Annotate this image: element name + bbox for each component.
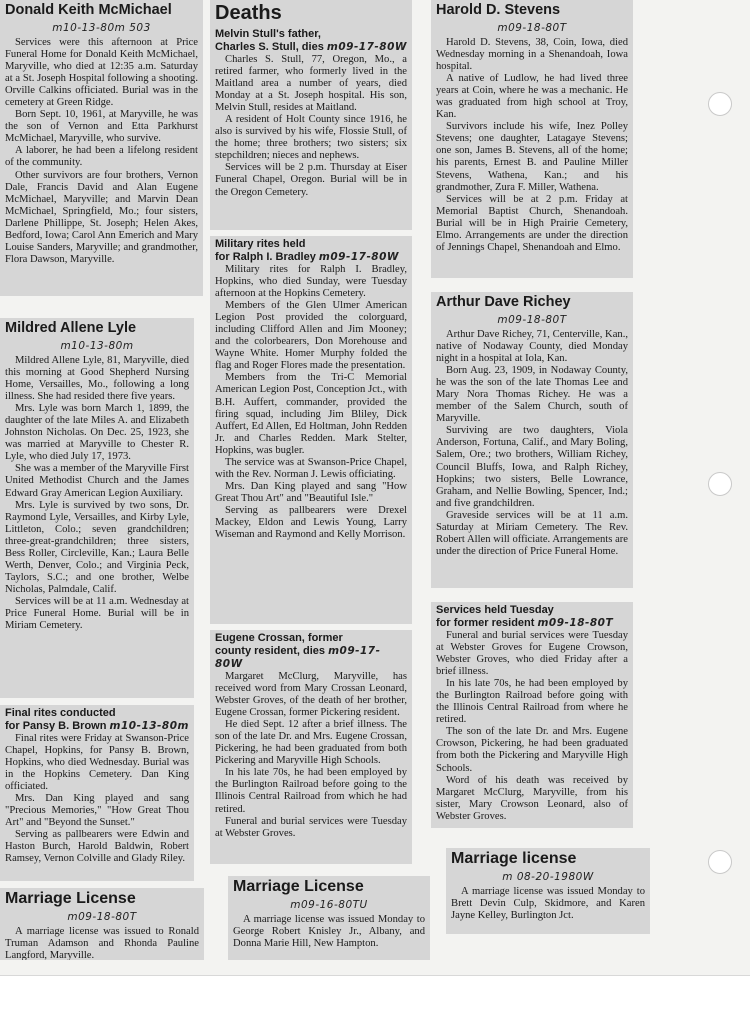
obituary-title: county resident, dies: [215, 645, 326, 657]
notice-title: Marriage License: [5, 890, 136, 907]
obituary-stull: [210, 0, 412, 230]
notice-title: Marriage License: [233, 878, 364, 895]
paragraph: Mrs. Lyle was born March 1, 1899, the daughter of the late Miles A. and Elizabeth Johnston Nicholas. On Dec. 25, 1923, she was married at Maryville to Chester R. Lyle, who died July 17, 1973.: [5, 403, 189, 463]
paragraph: Born Aug. 23, 1909, in Nodaway County, he was the son of the late Thomas Lee and Mary Nora Thomas Richey. He was a member of the Salem Church, south of Maryville.: [436, 365, 628, 425]
section-title: Deaths: [215, 2, 282, 24]
paragraph: Other survivors are four brothers, Vernon Dale, Francis David and Alan Eugene McMichael, Maryville; and Marvin Dean McMichael, Springfield, Mo.; four sisters, Darlene Phillippe, St. Joseph; Helen Akes, Bedford, Iowa; Carol Ann Emerich and Mary Louise Sanders, Maryville; and grandmother, Flora Dawson, Maryville.: [5, 169, 198, 265]
obituary-stevens: [431, 0, 633, 278]
handwritten-date: m10-13-80m: [109, 720, 189, 732]
paragraph: A laborer, he had been a lifelong resident of the community.: [5, 145, 198, 169]
handwritten-date: m09-18-80T: [537, 617, 614, 629]
obituary-bradley: [210, 236, 412, 624]
paragraph: She was a member of the Maryville First United Methodist Church and the James Edward Gray American Legion Auxiliary.: [5, 463, 189, 499]
paragraph: Serving as pallbearers were Drexel Mackey, Eldon and Lewis Young, Larry Wiseman and Raymond and Kelly Morrison.: [215, 504, 407, 541]
paragraph: Surviving are two daughters, Viola Anderson, Fortuna, Calif., and Mary Boling, Salem, Ore.; two brothers, William Richey, Council Bluffs, Iowa, and Ralph Richey, Hopkins; two sisters, Belle Lowrance, Graham, and Nellie Bowling, Spencer, Ind.; and five grandchildren.: [436, 425, 628, 509]
marriage-license-adamson: [0, 888, 204, 960]
paragraph: Mrs. Dan King played and sang "How Great Thou Art" and "Beautiful Isle.": [215, 480, 407, 504]
obituary-crowson: [431, 602, 633, 828]
obituary-title: Charles S. Stull, dies: [215, 41, 324, 53]
paragraph: Charles S. Stull, 77, Oregon, Mo., a retired farmer, who formerly lived in the Maitland area a number of years, died Monday at a St. Joseph hospital. His son, Melvin Stull, resides at Maitland.: [215, 54, 407, 114]
paragraph: In his late 70s, he had been employed by the Burlington Railroad before going to the Illinois Central Railroad from which he had retired.: [215, 767, 407, 815]
marriage-license-culp: [446, 848, 650, 934]
handwritten-date: m10-13-80m 503: [52, 22, 151, 34]
paragraph: A native of Ludlow, he had lived three years at Coin, where he was a mechanic. He was graduated from high school at Troy, Kan.: [436, 73, 628, 121]
paragraph: Services were this afternoon at Price Funeral Home for Donald Keith McMichael, Maryville, who died at 12:35 a.m. Saturday at a St. Joseph Hospital following a shooting. Orville Calkins officiated. Burial was in the cemetery at Green Ridge.: [5, 37, 198, 109]
handwritten-date: m09-17-80W: [318, 251, 399, 263]
paragraph: Harold D. Stevens, 38, Coin, Iowa, died Wednesday morning in a Shenandoah, Iowa hospital.: [436, 37, 628, 73]
paragraph: A marriage license was issued Monday to Brett Devin Culp, Skidmore, and Karen Jayne Kelley, Burlington Jct.: [451, 886, 645, 922]
obituary-title: Eugene Crossan, former: [215, 632, 343, 644]
obituary-brown: [0, 705, 194, 881]
paragraph: Serving as pallbearers were Edwin and Haston Burch, Harold Baldwin, Robert Ramsey, Vernon Colville and Glady Riley.: [5, 829, 189, 865]
handwritten-date: m09-16-80TU: [290, 899, 368, 911]
obituary-title: for Pansy B. Brown: [5, 720, 107, 732]
paragraph: In his late 70s, he had been employed by the Burlington Railroad before going with the Illinois Central Railroad from where he retired.: [436, 678, 628, 726]
handwritten-date: m09-18-80T: [497, 314, 567, 326]
paragraph: A marriage license was issued Monday to George Robert Knisley Jr., Albany, and Donna Marie Hill, New Hampton.: [233, 914, 425, 950]
paragraph: Services will be at 11 a.m. Wednesday at Price Funeral Home. Burial will be in Miriam Cemetery.: [5, 595, 189, 632]
handwritten-date: m09-17-80W: [215, 645, 381, 670]
paragraph: The service was at Swanson-Price Chapel, with the Rev. Norman J. Lewis officiating.: [215, 456, 407, 480]
obituary-title: Melvin Stull's father,: [215, 28, 321, 40]
paragraph: Mrs. Lyle is survived by two sons, Dr. Raymond Lyle, Versailles, and Kirby Lyle, Littleton, Colo.; seven grandchildren; three-great-grandchildren; three sisters, Bess Roller, Circleville, Kan.; Laura Belle Werth, Denver, Colo.; and Virginia Peck, Taylors, S.C.; and one brother, Welbe Nicholas, Palmdale, Calif.: [5, 499, 189, 595]
paragraph: Members of the Glen Ulmer American Legion Post provided the colorguard, including Clifford Allen and Jim Mooney; and the colorbearers, Don Morehouse and Wayne White. Homer Murphy folded the flag and Roger Flores made the presentation.: [215, 300, 407, 372]
paragraph: Survivors include his wife, Inez Polley Stevens; one daughter, Latagaye Stevens; one son, James B. Stevens, all of the home; his parents, Ernest B. and Pauline Miller Stevens, Wathena, Kan.; and his grandmother, Zura F. Miller, Wathena.: [436, 121, 628, 193]
obituary-mcmichael: [0, 0, 203, 296]
handwritten-date: m09-17-80W: [326, 41, 407, 53]
binder-hole-icon: [708, 850, 732, 874]
paragraph: Services will be 2 p.m. Thursday at Eiser Funeral Chapel, Oregon. Burial will be in the Oregon Cemetery.: [215, 162, 407, 198]
page-margin: [0, 975, 750, 1034]
paragraph: A marriage license was issued to Ronald Truman Adamson and Rhonda Pauline Langford, Maryville.: [5, 926, 199, 960]
handwritten-date: m09-18-80T: [67, 911, 137, 923]
obituary-lyle: [0, 318, 194, 698]
paragraph: The son of the late Dr. and Mrs. Eugene Crowson, Pickering, he had been graduated from both the Pickering and Maryville High Schools.: [436, 726, 628, 774]
obituary-crossan: [210, 630, 412, 864]
paragraph: Mildred Allene Lyle, 81, Maryville, died this morning at Good Shepherd Nursing Home, Versailles, Mo., following a long illness. She had resided there five years.: [5, 355, 189, 403]
handwritten-date: m10-13-80m: [60, 340, 134, 352]
binder-hole-icon: [708, 472, 732, 496]
binder-hole-icon: [708, 92, 732, 116]
obituary-title: Harold D. Stevens: [436, 2, 561, 18]
paragraph: Graveside services will be at 11 a.m. Saturday at Miriam Cemetery. The Rev. Robert Allen will officiate. Arrangements are under the direction of Price Funeral Home.: [436, 509, 628, 557]
notice-title: Marriage license: [451, 850, 577, 867]
paragraph: Final rites were Friday at Swanson-Price Chapel, Hopkins, for Pansy B. Brown, Hopkins, who died Wednesday. Burial was in the Hopkins Cemetery. Dan King officiated.: [5, 733, 189, 793]
paragraph: Word of his death was received by Margaret McClurg, Maryville, from his sister, Mary Crowson Leonard, also of Webster Groves.: [436, 774, 628, 822]
paragraph: Born Sept. 10, 1961, at Maryville, he was the son of Vernon and Etta Parkhurst McMichael, Maryville, who survive.: [5, 109, 198, 145]
paragraph: A resident of Holt County since 1916, he also is survived by his wife, Flossie Stull, of the home; three brothers; two sisters; six stepchildren; nieces and nephews.: [215, 114, 407, 162]
obituary-title: Mildred Allene Lyle: [5, 320, 137, 336]
paragraph: Military rites for Ralph I. Bradley, Hopkins, who died Sunday, were Tuesday afternoon at the Hopkins Cemetery.: [215, 264, 407, 300]
paragraph: Mrs. Dan King played and sang "Precious Memories," "How Great Thou Art" and "Beyond the Sunset.": [5, 793, 189, 829]
obituary-title: for Ralph I. Bradley: [215, 251, 316, 263]
obituary-title: Services held Tuesday: [436, 604, 554, 616]
obituary-title: Donald Keith McMichael: [5, 2, 172, 18]
paragraph: He died Sept. 12 after a brief illness. The son of the late Dr. and Mrs. Eugene Crossan, Pickering, he had been graduated from both Pickering and Maryville High Schools.: [215, 719, 407, 767]
obituary-richey: [431, 292, 633, 588]
paragraph: Funeral and burial services were Tuesday at Webster Groves for Eugene Crowson, Webster Groves, who died Friday after a brief illness.: [436, 630, 628, 678]
paragraph: Arthur Dave Richey, 71, Centerville, Kan., native of Nodaway County, died Monday night in a hospital at Iola, Kan.: [436, 329, 628, 365]
paragraph: Margaret McClurg, Maryville, has received word from Mary Crossan Leonard, Webster Groves, of the death of her brother, Eugene Crossan, former Pickering resident.: [215, 671, 407, 719]
paragraph: Members from the Tri-C Memorial American Legion Post, Conception Jct., with B.H. Auffert, commander, provided the firing squad, including Jim Bliley, Dick Auffert, Ed Allen, Ed Holtman, John Redden Jr. and Charles Redden. Mark Stelter, Hopkins, was bugler.: [215, 372, 407, 456]
marriage-license-knisley: [228, 876, 430, 960]
paragraph: Funeral and burial services were Tuesday at Webster Groves.: [215, 815, 407, 839]
obituary-title: Final rites conducted: [5, 707, 116, 719]
handwritten-date: m 08-20-1980W: [502, 871, 594, 883]
handwritten-date: m09-18-80T: [497, 22, 567, 34]
obituary-title: Military rites held: [215, 238, 306, 250]
obituary-title: Arthur Dave Richey: [436, 294, 571, 310]
paragraph: Services will be at 2 p.m. Friday at Memorial Baptist Church, Shenandoah. Burial will be in High Prairie Cemetery, Elmo. Arrangements are under the direction of Jennings Chapel, Shenandoah and Elmo.: [436, 193, 628, 253]
obituary-title: for former resident: [436, 617, 535, 629]
